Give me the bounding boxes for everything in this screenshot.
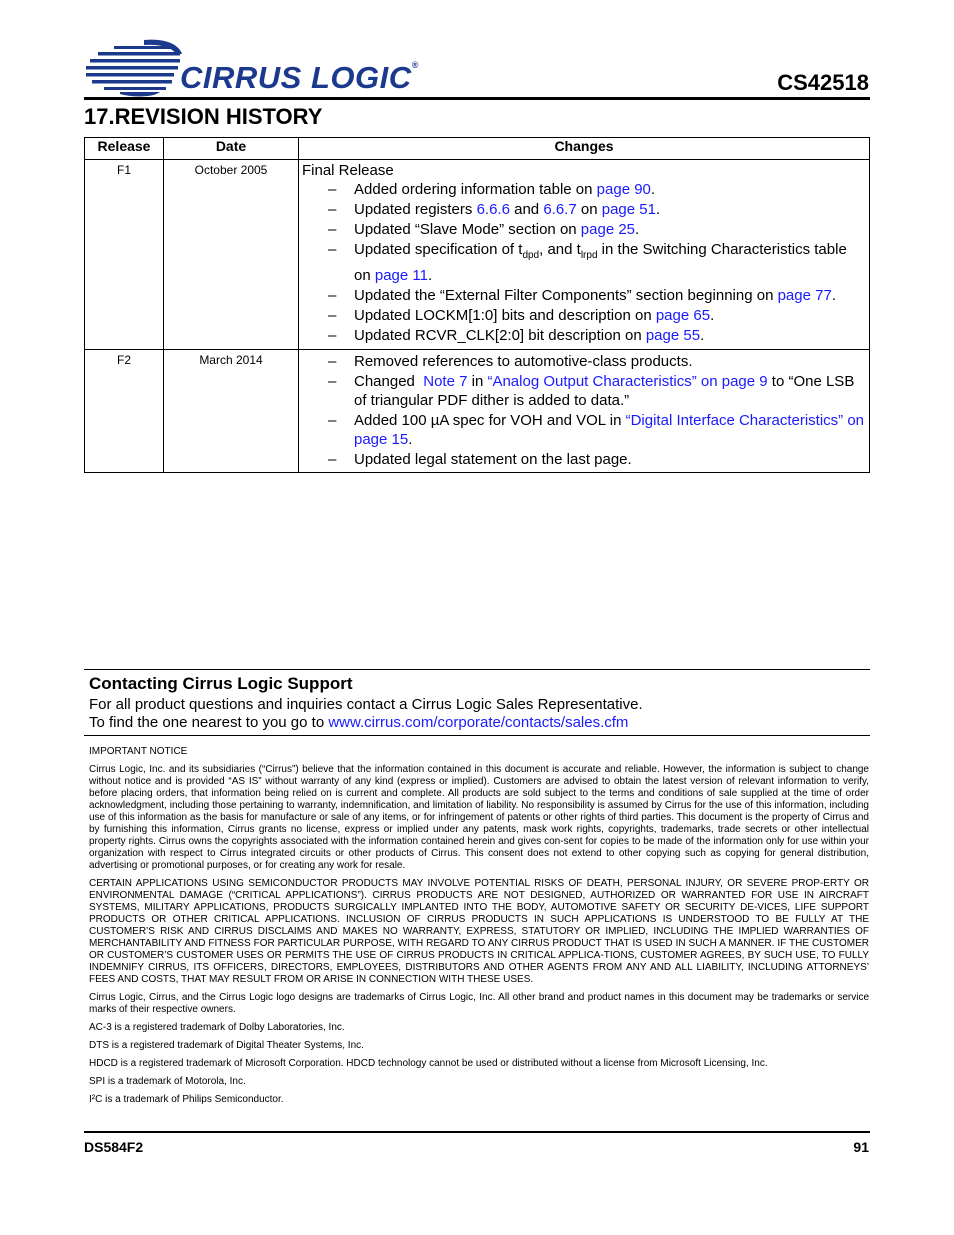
list-item	[302, 220, 865, 240]
logo-wordmark: CIRRUS LOGIC®	[180, 60, 419, 95]
notice-paragraph: Cirrus Logic, Inc. and its subsidiaries (“Cirrus”) believe that the information contained in this document is accurate and reliable. However, the information is subject to change without notice and is provided “AS IS” without warranty of any kind (express or implied). Customers are advised to obtain the latest version of relevant information to verify, before placing orders, that information being relied on is current and complete. All products are sold subject to the terms and conditions of sale supplied at the time of order acknowledgment, including those pertaining to warranty, indemnification, and limitation of liability. No responsibility is assumed by Cirrus for the use of this information, including use of this information as the basis for manufacture or sale of any items, or for infringement of patents or other rights of third parties. This document is the property of Cirrus and by furnishing this information, Cirrus grants no license, express or implied under any patents, mask work rights, copyrights, trademarks, trade secrets or other intellectual property rights. Cirrus owns the copyrights associated with the information contained herein and gives con-sent for copies to be made of the information only for use within your organization with respect to Cirrus integrated circuits or other products of Cirrus. This consent does not extend to other copying such as copying for general distribution, advertising or promotional purposes, or for creating any work for resale.	[89, 764, 869, 871]
list-item	[302, 200, 865, 220]
release-cell: F1	[85, 160, 164, 350]
change-text: Updated LOCKM[1:0] bits and description on	[354, 307, 656, 324]
change-text: .	[710, 307, 715, 324]
page-link[interactable]: page 11	[374, 267, 428, 284]
list-item	[302, 306, 865, 326]
notice-paragraph: I²C is a trademark of Philips Semiconductor.	[89, 1094, 284, 1105]
support-divider-bottom	[84, 735, 870, 736]
notice-paragraph: SPI is a trademark of Motorola, Inc.	[89, 1076, 246, 1087]
table-row	[85, 160, 870, 350]
dash-bullet: –	[328, 327, 337, 344]
cirrus-logic-logo	[84, 36, 419, 100]
change-text: to “One LSB of triangular PDF dither is added to data.”	[354, 372, 855, 409]
list-item	[302, 240, 865, 286]
change-text: .	[700, 327, 705, 344]
dash-bullet: –	[328, 450, 337, 468]
footer-divider	[84, 1131, 870, 1133]
page-link[interactable]: page 25	[580, 221, 636, 238]
column-header-date: Date	[164, 138, 299, 160]
dash-bullet: –	[328, 201, 337, 218]
support-text	[89, 714, 628, 731]
change-text: .	[427, 267, 433, 284]
subscript: dpd	[522, 250, 540, 261]
column-header-changes: Changes	[299, 138, 870, 160]
column-header-release: Release	[85, 138, 164, 160]
change-text: .	[831, 287, 836, 304]
sales-contacts-link[interactable]: www.cirrus.com/corporate/contacts/sales.cfm	[328, 714, 629, 731]
dash-bullet: –	[328, 181, 337, 198]
list-item	[302, 372, 865, 411]
list-item	[302, 326, 865, 346]
change-text: Removed references to automotive-class products.	[354, 353, 693, 370]
change-text: Updated registers	[354, 201, 477, 218]
change-text: Added 100 µA spec for VOH and VOL in	[354, 411, 626, 429]
release-cell: F2	[85, 350, 164, 473]
note-link[interactable]: Note 7	[423, 372, 468, 390]
change-text: .	[635, 221, 640, 238]
dash-bullet: –	[328, 241, 337, 258]
dash-bullet: –	[328, 372, 337, 390]
dash-bullet: –	[328, 221, 337, 238]
change-text: Updated specification of t	[354, 241, 523, 258]
section-link[interactable]: 6.6.7	[543, 201, 577, 218]
dash-bullet: –	[328, 307, 337, 324]
change-text: in the Switching Characteristics table on	[354, 241, 847, 284]
page-link[interactable]: page 65	[655, 307, 711, 324]
support-divider-top	[84, 669, 870, 670]
support-title: Contacting Cirrus Logic Support	[89, 674, 353, 693]
list-item	[302, 180, 865, 200]
section-link[interactable]: “Analog Output Characteristics” on page 9	[487, 372, 768, 390]
change-text: , and t	[539, 241, 581, 258]
dash-bullet: –	[328, 287, 337, 304]
date-cell: October 2005	[164, 160, 299, 350]
important-notice	[89, 746, 869, 1112]
notice-heading: IMPORTANT NOTICE	[89, 746, 188, 757]
logo-swoosh-icon	[84, 36, 194, 98]
support-text-prefix: To find the one nearest to you go to	[89, 714, 329, 731]
subscript: lrpd	[580, 250, 598, 261]
table-header-row	[85, 138, 870, 160]
section-link[interactable]: 6.6.6	[476, 201, 510, 218]
notice-paragraph: DTS is a registered trademark of Digital Theater Systems, Inc.	[89, 1040, 364, 1051]
change-text: and	[509, 201, 544, 218]
section-title: 17.REVISION HISTORY	[84, 104, 323, 129]
notice-paragraph: AC-3 is a registered trademark of Dolby Laboratories, Inc.	[89, 1022, 345, 1033]
list-item	[302, 450, 865, 470]
change-text: .	[655, 201, 661, 218]
change-intro: Final Release	[302, 162, 394, 179]
changes-cell	[299, 160, 870, 350]
part-number: CS42518	[777, 70, 869, 95]
change-text: Updated RCVR_CLK[2:0] bit description on	[354, 327, 646, 344]
change-text: .	[650, 181, 656, 198]
dash-bullet: –	[328, 411, 337, 429]
page-link[interactable]: page 55	[645, 327, 701, 344]
notice-paragraph: CERTAIN APPLICATIONS USING SEMICONDUCTOR PRODUCTS MAY INVOLVE POTENTIAL RISKS OF DEATH, PERSONAL INJURY, OR SEVERE PROP-ERTY OR ENVIRONMENTAL DAMAGE (“CRITICAL APPLICATIONS”). CIRRUS PRODUCTS ARE NOT DESIGNED, AUTHORIZED OR WARRANTED FOR USE IN AIRCRAFT SYSTEMS, MILITARY APPLICATIONS, PRODUCTS SURGICALLY IMPLANTED INTO THE BODY, AUTOMOTIVE SAFETY OR SECURITY DE-VICES, LIFE SUPPORT PRODUCTS OR OTHER CRITICAL APPLICATIONS. INCLUSION OF CIRRUS PRODUCTS IN SUCH APPLICATIONS IS UNDERSTOOD TO BE FULLY AT THE CUSTOMER’S RISK AND CIRRUS DISCLAIMS AND MAKES NO WARRANTY, EXPRESS, STATUTORY OR IMPLIED, INCLUDING THE IMPLIED WARRANTIES OF MERCHANTABILITY AND FITNESS FOR PARTICULAR PURPOSE, WITH REGARD TO ANY CIRRUS PRODUCT THAT IS USED IN SUCH A MANNER. IF THE CUSTOMER OR CUSTOMER’S CUSTOMER USES OR PERMITS THE USE OF CIRRUS PRODUCTS IN CRITICAL APPLICA-TIONS, CUSTOMER AGREES, BY SUCH USE, TO FULLY INDEMNIFY CIRRUS, ITS OFFICERS, DIRECTORS, EMPLOYEES, DISTRIBUTORS AND OTHER AGENTS FROM ANY AND ALL LIABILITY, INCLUDING ATTORNEYS’ FEES AND COSTS, THAT MAY RESULT FROM OR ARISE IN CONNECTION WITH THESE USES.	[89, 878, 869, 985]
notice-paragraph: HDCD is a registered trademark of Microsoft Corporation. HDCD technology cannot be used or distributed without a license from Microsoft Licensing, Inc.	[89, 1058, 768, 1069]
dash-bullet: –	[328, 353, 337, 370]
change-text: .	[408, 431, 413, 448]
page-link[interactable]: page 77	[777, 287, 832, 304]
header-divider	[84, 97, 870, 100]
change-text: in	[467, 372, 488, 390]
change-text: Updated legal statement on the last page.	[354, 450, 632, 468]
list-item	[302, 352, 865, 372]
change-text: Updated “Slave Mode” section on	[354, 221, 581, 238]
section-link[interactable]: “Digital Interface Characteristics” on page 15	[354, 411, 865, 448]
change-text: on	[576, 201, 602, 218]
document-id: DS584F2	[84, 1139, 144, 1155]
notice-paragraph: Cirrus Logic, Cirrus, and the Cirrus Logic logo designs are trademarks of Cirrus Logic, Inc. All other brand and product names in this document may be trademarks or service marks of their respective owners.	[89, 992, 869, 1015]
list-item	[302, 286, 865, 306]
page-link[interactable]: page 51	[601, 201, 656, 218]
change-text: Changed	[354, 372, 424, 390]
support-text: For all product questions and inquiries contact a Cirrus Logic Sales Representative.	[89, 696, 643, 713]
change-text: Updated the “External Filter Components” section beginning on	[354, 287, 778, 304]
page-number: 91	[853, 1139, 869, 1155]
change-text: Added ordering information table on	[354, 181, 597, 198]
revision-history-table	[84, 137, 870, 473]
list-item	[302, 411, 865, 450]
page-link[interactable]: page 90	[596, 181, 651, 198]
changes-cell	[299, 350, 870, 473]
date-cell: March 2014	[164, 350, 299, 473]
table-row	[85, 350, 870, 473]
